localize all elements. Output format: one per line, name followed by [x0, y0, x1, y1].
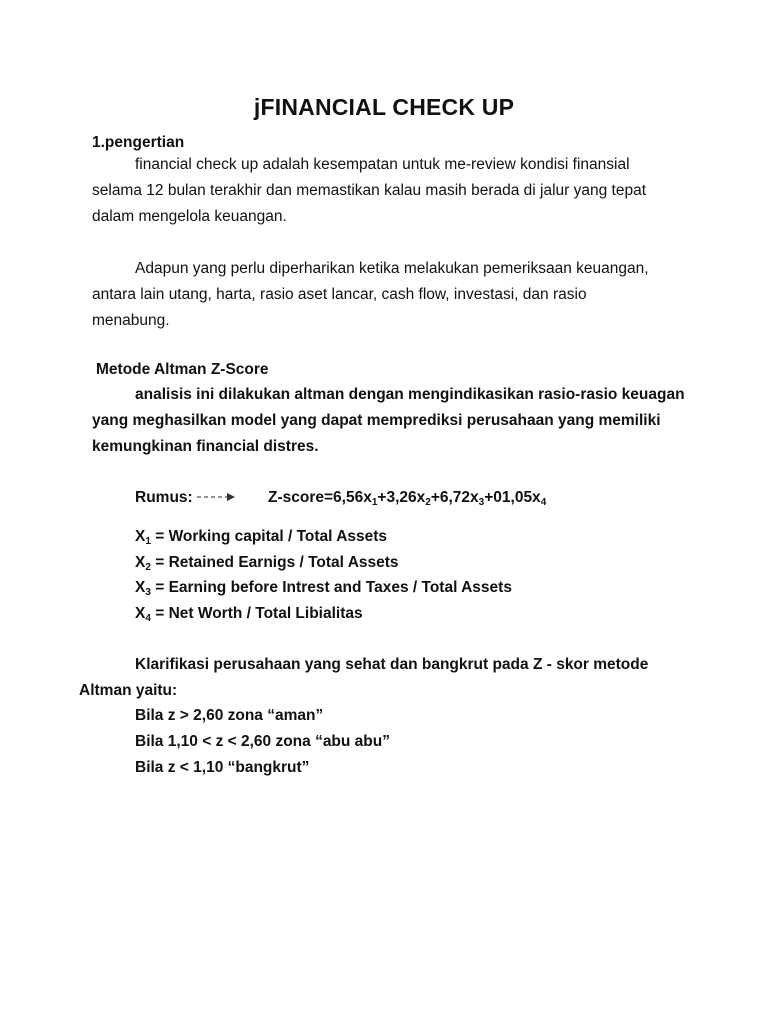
variable-definition: $X_3$ = Earning before Intrest and Taxes / Total Assets	[135, 579, 512, 598]
zone-rule: Bila z > 2,60 zona “aman”	[135, 707, 324, 724]
formula-label: Rumus:	[135, 489, 193, 506]
paragraph-line: financial check up adalah kesempatan untuk me-review kondisi finansial	[135, 156, 630, 173]
zone-rule: Bila z < 1,10 “bangkrut”	[135, 759, 310, 776]
z-score-formula: $Z-score=6,56x_1+3,26x_2+6,72x_3+01,05x_4$	[268, 489, 547, 508]
paragraph-line: antara lain utang, harta, rasio aset lancar, cash flow, investasi, dan rasio	[92, 286, 587, 303]
section-heading-pengertian: 1.pengertian	[92, 134, 185, 151]
paragraph-line: Adapun yang perlu diperharikan ketika melakukan pemeriksaan keuangan,	[135, 260, 649, 277]
paragraph-line: analisis ini dilakukan altman dengan mengindikasikan rasio-rasio keuagan	[135, 386, 685, 403]
variable-definition: $X_2$ = Retained Earnigs / Total Assets	[135, 554, 399, 573]
paragraph-line: kemungkinan financial distres.	[92, 438, 319, 455]
zone-rule: Bila 1,10 < z < 2,60 zona “abu abu”	[135, 733, 390, 750]
paragraph-line: selama 12 bulan terakhir dan memastikan kalau masih berada di jalur yang tepat	[92, 182, 647, 199]
paragraph-line: yang meghasilkan model yang dapat memprediksi perusahaan yang memiliki	[92, 412, 661, 429]
arrow-right-icon	[196, 490, 236, 504]
paragraph-line: Altman yaitu:	[79, 682, 178, 699]
paragraph-line: menabung.	[92, 312, 170, 329]
paragraph-line: Klarifikasi perusahaan yang sehat dan bangkrut pada Z - skor metode	[135, 656, 649, 673]
variable-definition: $X_1$ = Working capital / Total Assets	[135, 528, 388, 547]
paragraph-line: dalam mengelola keuangan.	[92, 208, 287, 225]
variable-definition: $X_4$ = Net Worth / Total Libialitas	[135, 605, 363, 624]
section-heading-altman: Metode Altman Z-Score	[96, 361, 269, 378]
document-title: jFINANCIAL CHECK UP	[253, 94, 515, 120]
